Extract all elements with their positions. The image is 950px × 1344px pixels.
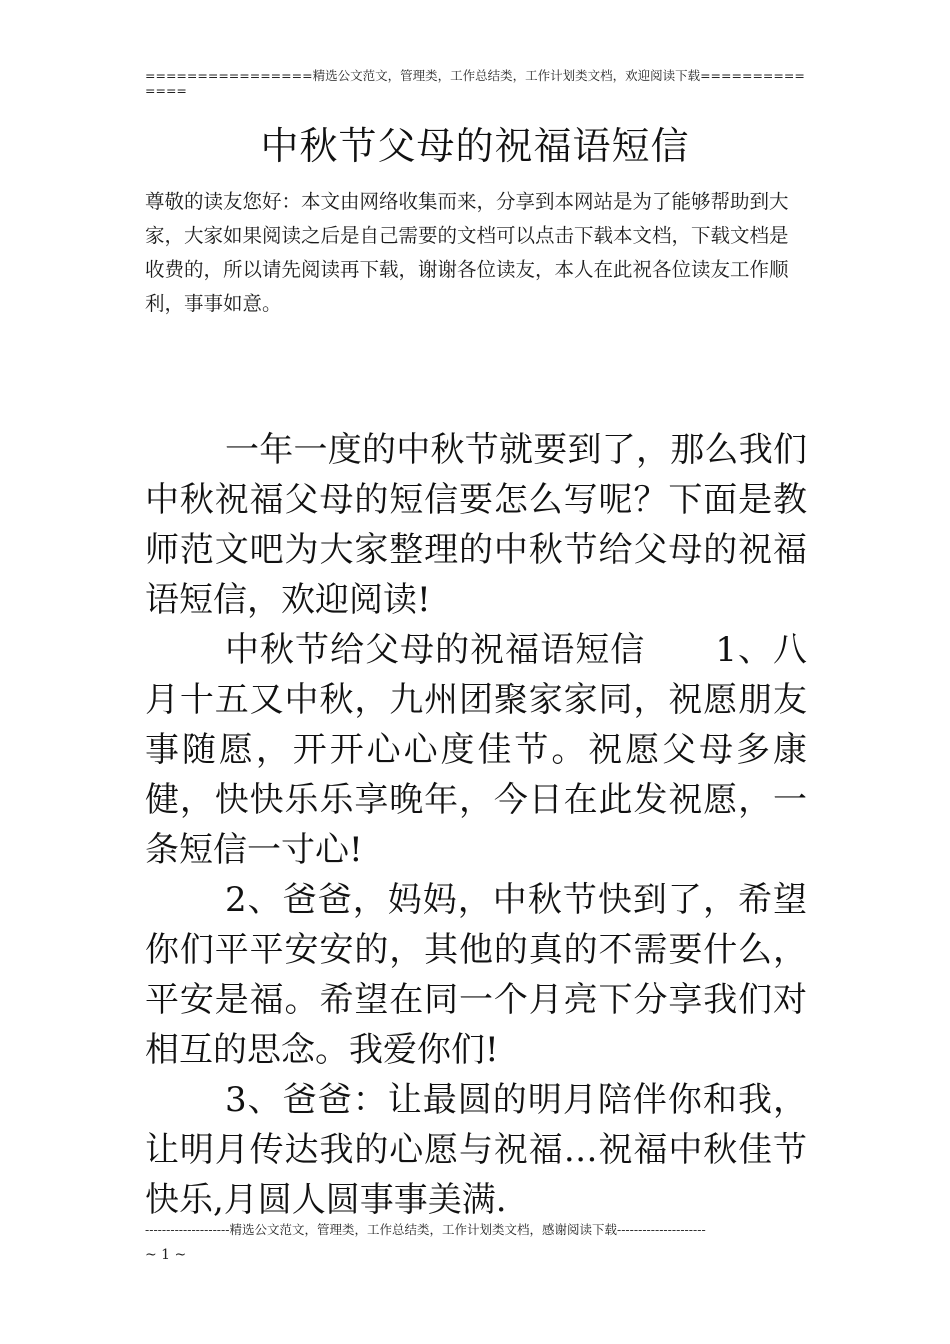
document-body <box>145 425 807 1225</box>
reader-notice: 尊敬的读友您好：本文由网络收集而来，分享到本网站是为了能够帮助到大家，大家如果阅读之后是自己需要的文档可以点击下载本文档，下载文档是收费的，所以请先阅读再下载，谢谢各位读友，本人在此祝各位读友工作顺利，事事如意。 <box>145 190 789 315</box>
paragraph: 中秋节给父母的祝福语短信 1、八月十五又中秋，九州团聚家家同，祝愿朋友事随愿，开开心心度佳节。祝愿父母多康健，快快乐乐享晚年，今日在此发祝愿，一条短信一寸心! <box>145 630 807 870</box>
page-number: ~ 1 ~ <box>145 1247 187 1263</box>
paragraph: 一年一度的中秋节就要到了，那么我们中秋祝福父母的短信要怎么写呢？下面是教师范文吧为大家整理的中秋节给父母的祝福语短信，欢迎阅读! <box>145 430 807 620</box>
paragraph: 3、爸爸：让最圆的明月陪伴你和我，让明月传达我的心愿与祝福…祝福中秋佳节快乐,月圆人圆事事美满. <box>145 1080 807 1220</box>
footer-banner: --------------------精选公文范文，管理类，工作总结类，工作计划类文档，感谢阅读下载--------------------- <box>145 1222 706 1237</box>
document-title: 中秋节父母的祝福语短信 <box>260 124 690 168</box>
header-banner: ================精选公文范文，管理类，工作总结类，工作计划类文档，欢迎阅读下载============== <box>145 68 805 98</box>
paragraph: 2、爸爸，妈妈，中秋节快到了，希望你们平平安安的，其他的真的不需要什么，平安是福。希望在同一个月亮下分享我们对相互的思念。我爱你们! <box>145 880 807 1070</box>
